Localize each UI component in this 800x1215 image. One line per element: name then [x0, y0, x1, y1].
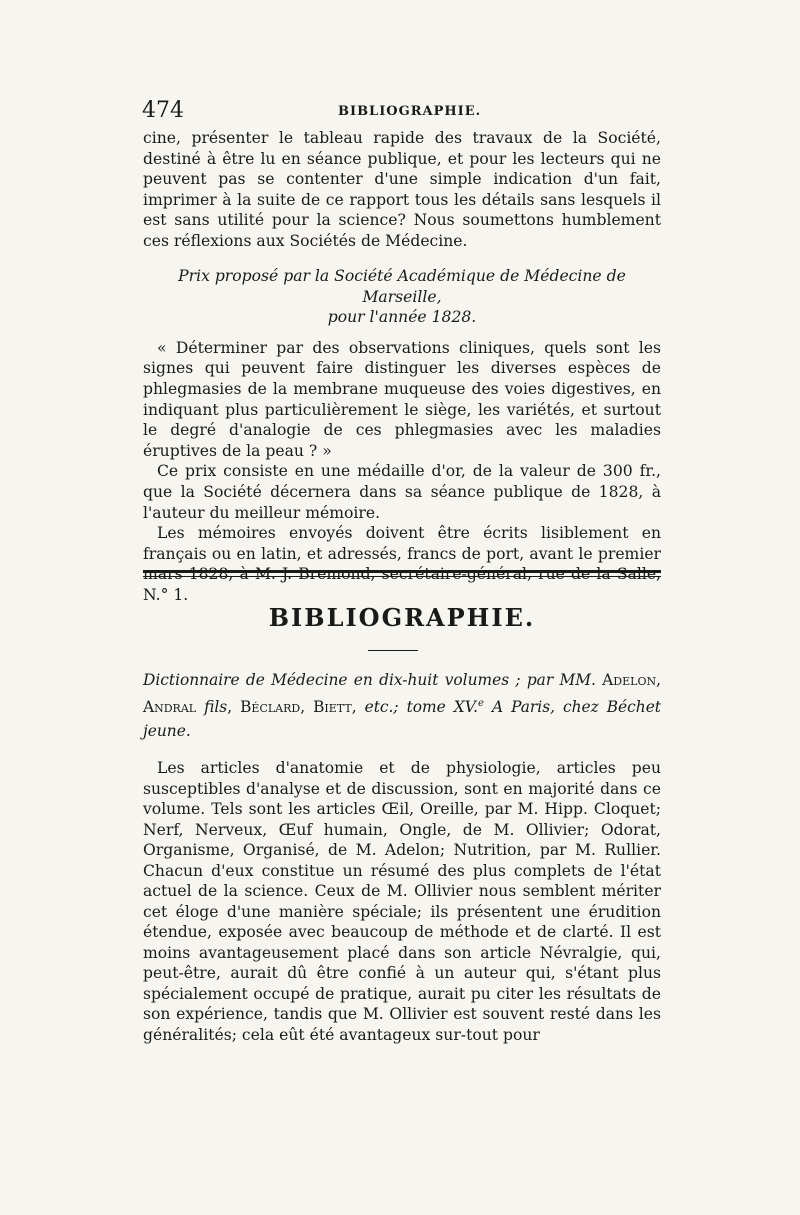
review-author: Adelon: [602, 671, 657, 689]
review-volume: etc.; tome XV.: [364, 698, 479, 717]
review-author-suffix: fils: [204, 698, 228, 717]
review-author: Andral: [143, 698, 197, 717]
prize-section: [143, 266, 661, 606]
review-publisher: A Paris, chez Béchet jeune.: [143, 698, 661, 741]
title-ornament-rule: [368, 650, 418, 651]
prize-paragraph: Les mémoires envoyés doivent être écrits lisiblement en français ou en latin, et adressés, francs de port, avant le premier mars 1828, à M. J. Bremond, secrétaire-général, rue de la Salle, N.° 1.: [143, 524, 661, 604]
review-body: [143, 758, 661, 1045]
prize-paragraph: Ce prix consiste en une médaille d'or, de la valeur de 300 fr., que la Société décernera dans sa séance publique de 1828, à l'auteur du meilleur mémoire.: [143, 462, 661, 522]
review-author: Béclard: [240, 698, 301, 717]
section-rule-thin: [143, 576, 661, 577]
running-head: BIBLIOGRAPHIE.: [338, 104, 482, 119]
top-paragraph: cine, présenter le tableau rapide des travaux de la Société, destiné à être lu en séance publique, et pour les lecteurs qui ne peuvent pas se contenter d'une simple indication d'un fait, imprimer à la suite de ce rapport tous les détails sans lesquels il est sans utilité pour la science? Nous soumettons humblement ces réflexions aux Sociétés de Médecine.: [143, 129, 661, 250]
section-rule-thick: [143, 570, 661, 573]
review-volume-sup: e: [478, 698, 484, 709]
prize-title-line2: pour l'année 1828.: [327, 308, 477, 327]
review-title-text: Dictionnaire de Médecine en dix-huit volumes ; par MM. Adelon, Andral fils, Béclard, Biett, etc.; tome XV.$^e$ A Paris, chez Béchet jeune.: [143, 671, 661, 741]
review-title-work: Dictionnaire de Médecine en dix-huit volumes ; par MM.: [143, 671, 596, 689]
prize-title-line1: Prix proposé par la Société Académique de Médecine de Marseille,: [178, 267, 626, 306]
review-author: Biett: [313, 698, 352, 717]
review-title: [143, 668, 661, 743]
page-header: [142, 98, 660, 122]
review-paragraph: Les articles d'anatomie et de physiologie, articles peu susceptibles d'analyse et de discussion, sont en majorité dans ce volume. Tels sont les articles Œil, Oreille, par M. Hipp. Cloquet; Nerf, Nerveux, Œuf humain, Ongle, de M. Ollivier; Odorat, Organisme, Organisé, de M. Adelon; Nutrition, par M. Rullier. Chacun d'eux constitue un résumé des plus complets de l'état actuel de la science. Ceux de M. Ollivier nous semblent mériter cet éloge d'une manière spéciale; ils présentent une érudition étendue, exposée avec beaucoup de méthode et de clarté. Il est moins avantageusement placé dans son article Névralgie, qui, peut-être, aurait dû être confié à un auteur qui, s'étant plus spécialement occupé de pratique, aurait pu citer les résultats de son expérience, tandis que M. Ollivier est souvent resté dans les généralités; cela eût été avantageux sur-tout pour: [143, 759, 661, 1044]
section-title: BIBLIOGRAPHIE.: [268, 603, 536, 632]
top-paragraph-block: [143, 128, 661, 252]
prize-paragraph: « Déterminer par des observations cliniques, quels sont les signes qui peuvent faire distinguer les diverses espèces de phlegmasies de la membrane muqueuse des voies digestives, en indiquant plus particulièrement le siège, les variétés, et surtout le degré d'analogie de ces phlegmasies avec les maladies éruptives de la peau ? »: [143, 338, 661, 460]
page-number: 474: [142, 98, 184, 123]
